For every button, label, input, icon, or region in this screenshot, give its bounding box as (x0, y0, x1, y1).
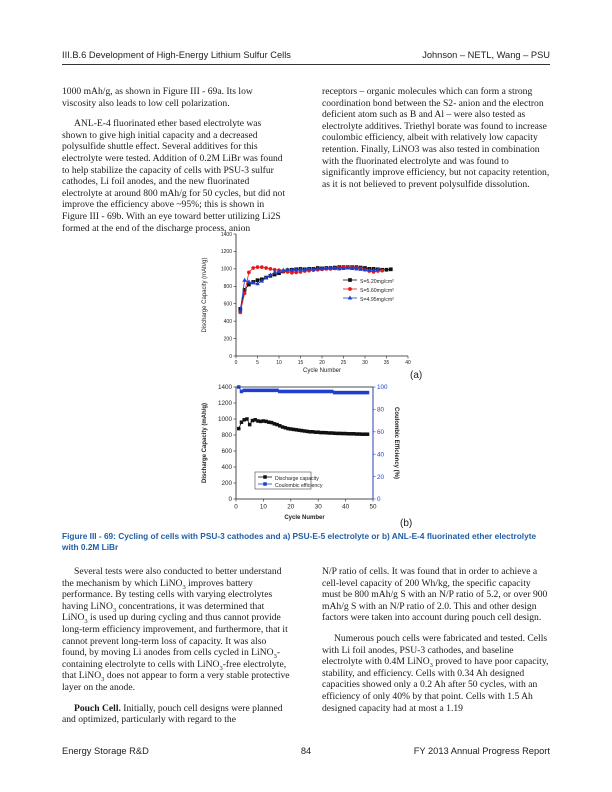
y-tick-label: 1000 (217, 416, 232, 424)
data-point (257, 420, 260, 423)
x-tick-label: 20 (287, 503, 295, 511)
x-axis-label: Cycle Number (284, 515, 325, 521)
data-point (361, 391, 364, 394)
data-point (303, 390, 306, 393)
data-point (289, 428, 292, 431)
chart-a (198, 228, 438, 380)
data-point (358, 433, 361, 436)
series-line (240, 268, 378, 311)
data-point (248, 423, 251, 426)
x-tick-label: 15 (297, 360, 304, 366)
data-point (358, 391, 361, 394)
data-point (267, 421, 270, 424)
data-point (336, 432, 339, 435)
data-point (298, 390, 301, 393)
x-tick-label: 0 (234, 360, 238, 366)
data-point (292, 390, 295, 393)
data-point (339, 432, 342, 435)
y2-tick-label: 60 (377, 429, 385, 437)
data-point (237, 427, 240, 430)
x-tick-label: 50 (369, 503, 377, 511)
data-point (240, 390, 243, 393)
data-point (247, 283, 250, 286)
data-point (309, 430, 312, 433)
data-point (339, 391, 342, 394)
x-tick-label: 5 (256, 360, 259, 366)
data-point (355, 433, 358, 436)
data-point (331, 390, 334, 393)
data-point (341, 432, 344, 435)
y-tick-label: 1000 (220, 266, 232, 273)
x-tick-label: 10 (259, 503, 267, 511)
data-point (311, 430, 314, 433)
data-point (309, 390, 312, 393)
data-point (290, 271, 293, 274)
data-point (295, 271, 298, 274)
paragraph: Numerous pouch cells were fabricated and tested. Cells with Li foil anodes, PSU-3 cathodes, and baseline electrolyte with 0.4M LiNO$_3$ proved to have poor capacity, stability, and efficiency. Cells with 0.34 Ah designed capacities showed only a 0.2 Ah after 50 cycles, with an efficiency of only 40% by that point. Cells with 1.5 Ah designed capacity had at most a 1.19 (322, 632, 549, 714)
data-point (276, 389, 279, 392)
data-point (260, 266, 263, 269)
data-point (284, 390, 287, 393)
page-number: 84 (300, 746, 312, 756)
data-point (243, 418, 246, 421)
data-point (333, 391, 336, 394)
y-tick-label: 1400 (217, 384, 232, 392)
x-tick-label: 10 (276, 360, 282, 366)
data-point (331, 432, 334, 435)
data-point (344, 391, 347, 394)
data-point (270, 421, 273, 424)
data-point (352, 391, 355, 394)
data-point (259, 389, 262, 392)
legend-label: Discharge capacity (275, 476, 319, 482)
data-point (306, 430, 309, 433)
data-point (349, 288, 352, 291)
data-point (256, 266, 259, 269)
data-point (317, 390, 320, 393)
data-point (257, 389, 260, 392)
data-point (363, 391, 366, 394)
data-point (256, 282, 259, 285)
series (239, 266, 380, 312)
data-point (292, 428, 295, 431)
data-point (349, 279, 352, 282)
y-tick-label: 1200 (217, 400, 232, 408)
data-point (259, 420, 262, 423)
y-tick-label: 600 (221, 448, 232, 456)
y-tick-label: 0 (228, 496, 232, 504)
data-point (278, 424, 281, 427)
x-tick-label: 30 (362, 360, 368, 366)
data-point (243, 389, 246, 392)
y2-tick-label: 0 (377, 496, 381, 504)
x-tick-label: 30 (314, 503, 322, 511)
chart-b (198, 381, 418, 525)
data-point (262, 420, 265, 423)
data-point (325, 431, 328, 434)
data-point (265, 266, 268, 269)
paragraph: 1000 mAh/g, as shown in Figure III - 69a. Its low viscosity also leads to low cell polarization. (62, 86, 253, 109)
data-point (246, 418, 249, 421)
data-point (248, 389, 251, 392)
data-point (267, 389, 270, 392)
data-point (361, 433, 364, 436)
legend-label: Coulombic efficiency (275, 483, 323, 489)
data-point (322, 390, 325, 393)
data-point (251, 389, 254, 392)
data-point (344, 432, 347, 435)
right-column-bottom (322, 566, 550, 714)
data-point (282, 268, 285, 271)
data-point (264, 476, 267, 479)
data-point (320, 390, 323, 393)
data-point (243, 278, 246, 281)
data-point (252, 266, 255, 269)
data-point (269, 267, 272, 270)
y-tick-label: 200 (223, 336, 232, 343)
data-point (287, 390, 290, 393)
footer-left: Energy Storage R&D (62, 746, 149, 756)
legend-label: S=5.20mg/cm² (360, 279, 394, 285)
left-column-bottom (62, 566, 290, 726)
legend (343, 279, 394, 304)
data-point (295, 390, 298, 393)
data-point (363, 433, 366, 436)
paragraph: N/P ratio of cells. It was found that in order to achieve a cell-level capacity of 200 Wh/kg, the specific capacity must be 800 mAh/g S with an N/P ratio of 5.2, or over 900 mAh/g S with an N/P ratio of 2.0. This and other design factors were taken into account during pouch cell design. (322, 566, 548, 624)
y-tick-label: 1200 (220, 249, 232, 256)
data-point (317, 431, 320, 434)
y-tick-label: 400 (223, 318, 232, 325)
data-point (254, 418, 257, 421)
x-tick-label: 40 (342, 503, 350, 511)
y-tick-label: 400 (221, 464, 232, 472)
y-axis-label: Discharge Capacity (mAh/g) (202, 257, 208, 333)
y-axis-label: Discharge Capacity (mAh/g) (202, 402, 208, 484)
x-tick-label: 35 (383, 360, 390, 366)
data-point (347, 432, 350, 435)
data-point (366, 433, 369, 436)
y-tick-label: 0 (229, 353, 232, 360)
data-point (262, 389, 265, 392)
data-point (347, 391, 350, 394)
y2-tick-label: 40 (377, 451, 385, 459)
legend (255, 472, 323, 489)
data-point (314, 431, 317, 434)
paragraph: receptors – organic molecules which can form a strong coordination bond between the S2- anion and the electron deficient atom such as B and Al – were also tested as electrolyte additives. Triethyl borate was found to increase coulombic efficiency, albeit with relatively low capacity retention. Finally, LiNO3 was also tested in combination with the fluorinated electrolyte and was found to significantly improve efficiency, but not capacity retention, as it is not believed to prevent polysulfide dissolution. (322, 86, 550, 190)
data-point (303, 430, 306, 433)
y2-tick-label: 100 (377, 384, 388, 392)
data-point (355, 391, 358, 394)
data-point (295, 428, 298, 431)
header-rule (62, 64, 550, 65)
data-point (269, 273, 272, 276)
data-point (276, 423, 279, 426)
data-point (278, 390, 281, 393)
data-point (281, 390, 284, 393)
data-point (320, 431, 323, 434)
data-point (322, 431, 325, 434)
data-point (284, 426, 287, 429)
data-point (289, 390, 292, 393)
series (237, 418, 369, 436)
figure-b (198, 381, 418, 525)
run-in-heading: Pouch Cell. (74, 702, 121, 714)
y-tick-label: 1400 (220, 231, 232, 238)
data-point (287, 427, 290, 430)
data-point (264, 483, 267, 486)
data-point (298, 429, 301, 432)
y-tick-label: 800 (223, 284, 232, 291)
legend-label: S=4.95mg/cm² (360, 297, 394, 303)
left-column-top (62, 86, 288, 234)
figure-caption: Figure III - 69: Cycling of cells with PSU-3 cathodes and a) PSU-E-5 electrolyte or b) ANL-E-4 fluorinated ether electrolyte with 0.2M LiBr (62, 531, 537, 552)
right-column-top (322, 86, 550, 190)
data-point (350, 432, 353, 435)
legend-label: S=5.60mg/cm² (360, 288, 394, 294)
data-point (273, 422, 276, 425)
data-point (299, 270, 302, 273)
paragraph: Pouch Cell. Initially, pouch cell designs were planned and optimized, particularly with regard to the (62, 702, 283, 726)
data-point (281, 426, 284, 429)
data-point (306, 390, 309, 393)
data-point (311, 390, 314, 393)
footer-right: FY 2013 Annual Progress Report (413, 746, 550, 756)
data-point (247, 280, 250, 283)
panel-a-label: (a) (410, 370, 423, 381)
data-point (341, 391, 344, 394)
x-axis-label: Cycle Number (302, 368, 342, 374)
data-point (385, 268, 388, 271)
y-tick-label: 800 (221, 432, 232, 440)
data-point (336, 391, 339, 394)
data-point (240, 421, 243, 424)
data-point (247, 271, 250, 274)
x-tick-label: 20 (319, 360, 325, 366)
y2-axis-label: Coulombic Efficiency (%) (393, 406, 399, 480)
data-point (328, 390, 331, 393)
data-point (273, 389, 276, 392)
data-point (328, 432, 331, 435)
data-point (246, 389, 249, 392)
data-point (265, 420, 268, 423)
x-tick-label: 40 (405, 360, 411, 366)
paragraph: ANL-E-4 fluorinated ether based electrolyte was shown to give high initial capacity and a decreased polysulfide shuttle effect. Several additives for this electrolyte were tested. Addition of 0.2M LiBr was found to help stabilize the capacity of cells with PSU-3 sulfur cathodes, Li foil anodes, and the new fluorinated electrolyte at around 800 mAh/g for 50 cycles, but did not improve the efficiency above ~95%; this is shown in Figure III - 69b. With an eye toward better utilizing Li2S formed at the end of the discharge process, anion (62, 118, 285, 234)
data-point (366, 391, 369, 394)
panel-b-label: (b) (400, 518, 413, 529)
data-point (314, 390, 317, 393)
data-point (348, 296, 351, 299)
y2-tick-label: 80 (377, 406, 385, 414)
data-point (381, 269, 384, 272)
figure-a (198, 228, 438, 380)
running-header-left: III.B.6 Development of High-Energy Lithium Sulfur Cells (62, 50, 291, 60)
data-point (251, 419, 254, 422)
y-tick-label: 600 (223, 301, 232, 308)
data-point (265, 389, 268, 392)
x-tick-label: 0 (234, 503, 238, 511)
data-point (389, 268, 392, 271)
data-point (300, 390, 303, 393)
running-header-right: Johnson – NETL, Wang – PSU (422, 50, 550, 60)
data-point (254, 389, 257, 392)
data-point (333, 432, 336, 435)
paragraph: Several tests were also conducted to better understand the mechanism by which LiNO$_3$ improves battery performance. By testing cells with varying electrolytes having LiNO$_3$ concentrations, it was determined that LiNO$_3$ is used up during cycling and thus cannot provide long-term efficiency improvement, and furthermore, that it cannot prevent long-term loss of capacity. It was also found, by moving Li anodes from cells cycled in LiNO$_3$-containing electrolyte to cells with LiNO$_3$-free electrolyte, that LiNO$_3$ does not appear to form a very stable protective layer on the anode. (62, 566, 290, 693)
data-point (350, 391, 353, 394)
data-point (352, 432, 355, 435)
data-point (243, 292, 246, 295)
data-point (270, 389, 273, 392)
data-point (300, 429, 303, 432)
data-point (325, 390, 328, 393)
data-point (237, 386, 240, 389)
x-tick-label: 25 (340, 360, 347, 366)
y2-tick-label: 20 (377, 473, 385, 481)
y-tick-label: 200 (221, 480, 232, 488)
